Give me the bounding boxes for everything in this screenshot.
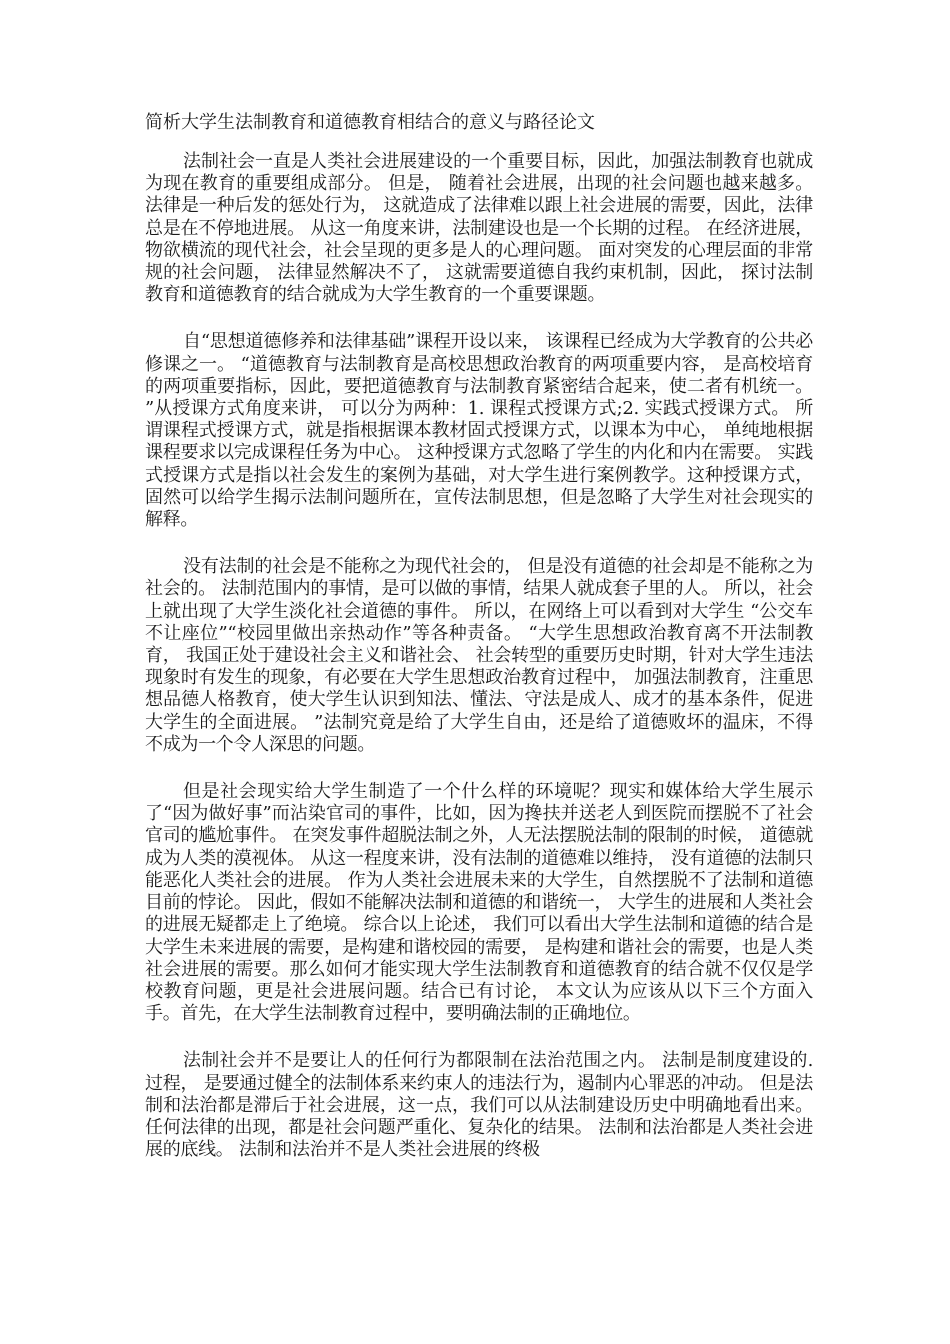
paragraph-4: 但是社会现实给大学生制造了一个什么样的环境呢？现实和媒体给大学生展示了“因为做好事”而沾染官司的事件，比如，因为搀扶并送老人到医院而摆脱不了社会官司的尴尬事件。 在突发事件超脱法制之外，人无法摆脱法制的限制的时候， 道德就成为人类的漠视体。 从这一程度来讲，没有法制的道德难以维持， 没有道德的法制只能恶化人类社会的进展。 作为人类社会进展未来的大学生，自然摆脱不了法制和道德目前的悖论。 因此，假如不能解决法制和道德的和谐统一， 大学生的进展和人类社会的进展无疑都走上了绝境。 综合以上论述， 我们可以看出大学生法制和道德的结合是大学生未来进展的需要，是构建和谐校园的需要， 是构建和谐社会的需要，也是人类社会进展的需要。那么如何才能实现大学生法制教育和道德教育的结合就不仅仅是学校教育问题，更是社会进展问题。结合已有讨论， 本文认为应该从以下三个方面入手。首先，在大学生法制教育过程中，要明确法制的正确地位。 <box>145 781 813 1025</box>
paragraph-2: 自“思想道德修养和法律基础”课程开设以来， 该课程已经成为大学教育的公共必修课之一。 “道德教育与法制教育是高校思想政治教育的两项重要内容， 是高校培育的两项重要指标，因此，要把道德教育与法制教育紧密结合起来，使二者有机统一。 ”从授课方式角度来讲， 可以分为两种：1. 课程式授课方式;2. 实践式授课方式。 所谓课程式授课方式，就是指根据课本教材固式授课方式，以课本为中心， 单纯地根据课程要求以完成课程任务为中心。 这种授课方式忽略了学生的内化和内在需要。 实践式授课方式是指以社会发生的案例为基础，对大学生进行案例教学。这种授课方式， 固然可以给学生揭示法制问题所在，宣传法制思想，但是忽略了大学生对社会现实的解释。 <box>145 331 813 531</box>
paragraph-3: 没有法制的社会是不能称之为现代社会的， 但是没有道德的社会却是不能称之为社会的。 法制范围内的事情，是可以做的事情，结果人就成套子里的人。 所以，社会上就出现了大学生淡化社会道德的事件。 所以，在网络上可以看到对大学生 “公交车不让座位”“校园里做出亲热动作”等各种责备。 “大学生思想政治教育离不开法制教育， 我国正处于建设社会主义和谐社会、 社会转型的重要历史时期，针对大学生违法现象时有发生的现象，有必要在大学生思想政治教育过程中， 加强法制教育，注重思想品德人格教育，使大学生认识到知法、懂法、守法是成人、成才的基本条件，促进大学生的全面进展。 ”法制究竟是给了大学生自由，还是给了道德败坏的温床，不得不成为一个令人深思的问题。 <box>145 556 813 755</box>
paragraph-5: 法制社会并不是要让人的任何行为都限制在法治范围之内。 法制是制度建设的.过程， 是要通过健全的法制体系来约束人的违法行为，遏制内心罪恶的冲动。 但是法制和法治都是滞后于社会进展，这一点，我们可以从法制建设历史中明确地看出来。任何法律的出现，都是社会问题严重化、复杂化的结果。 法制和法治都是人类社会进展的底线。 法制和法治并不是人类社会进展的终极 <box>145 1050 813 1161</box>
document-page <box>145 112 813 1186</box>
paragraph-1: 法制社会一直是人类社会进展建设的一个重要目标，因此，加强法制教育也就成为现在教育的重要组成部分。 但是， 随着社会进展，出现的社会问题也越来越多。 法律是一种后发的惩处行为， 这就造成了法律难以跟上社会进展的需要，因此，法律总是在不停地进展。 从这一角度来讲，法制建设也是一个长期的过程。 在经济进展，物欲横流的现代社会，社会呈现的更多是人的心理问题。 面对突发的心理层面的非常规的社会问题， 法律显然解决不了， 这就需要道德自我约束机制，因此， 探讨法制教育和道德教育的结合就成为大学生教育的一个重要课题。 <box>145 151 813 306</box>
document-title: 简析大学生法制教育和道德教育相结合的意义与路径论文 <box>145 112 595 133</box>
